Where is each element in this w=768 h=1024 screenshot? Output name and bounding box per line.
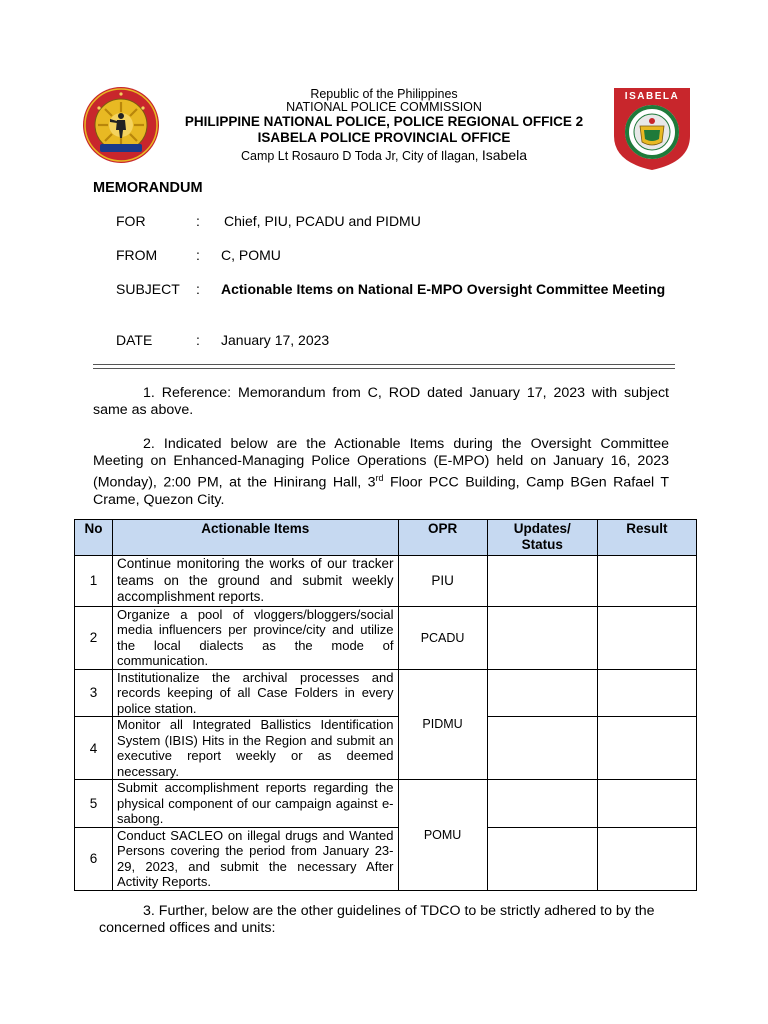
row-item: Institutionalize the archival processes and records keeping of all Case Folders in every police station. [113, 669, 398, 717]
header-updates-status: Updates/ Status [487, 520, 597, 556]
header-isabela-ppo: ISABELA POLICE PROVINCIAL OFFICE [257, 130, 511, 145]
row-updates [487, 827, 597, 890]
header-result: Result [597, 520, 696, 556]
header-address-province: Isabela [481, 147, 528, 163]
row-updates [487, 717, 597, 780]
table-row [75, 780, 697, 828]
table-row [75, 556, 697, 607]
header-address [0, 147, 768, 163]
table-row [75, 827, 697, 890]
paragraph-reference-text: 1. Reference: Memorandum from C, ROD dated January 17, 2023 with subject same as above. [93, 385, 669, 418]
row-item: Organize a pool of vloggers/bloggers/social media influencers per province/city and utilize the local dialects as the mode of communication. [113, 606, 398, 669]
svg-text:ISABELA: ISABELA [624, 91, 680, 102]
date-value: January 17, 2023 [221, 332, 330, 348]
row-number: 3 [75, 669, 113, 717]
row-result [597, 717, 696, 780]
table-header-row [75, 520, 697, 556]
paragraph-reference [93, 385, 669, 419]
table-row [75, 606, 697, 669]
table-row [75, 717, 697, 780]
header-no: No [75, 520, 113, 556]
paragraph-actionable-text-a: 2. Indicated below are the Actionable Items during the Oversight Committee Meeting on Enhanced-Managing Police Operations (E-MPO) held on January 16, 2023 (Monday), 2:00 PM, at the Hinirang Hall, 3 [93, 436, 669, 491]
row-number: 4 [75, 717, 113, 780]
table-row [75, 669, 697, 717]
paragraph-actionable-text-b: Floor PCC Building, Camp BGen Rafael T Crame, Quezon City. [93, 474, 669, 508]
date-colon: : [196, 332, 200, 348]
for-colon: : [196, 213, 200, 229]
date-label: DATE [116, 332, 153, 348]
row-number: 5 [75, 780, 113, 828]
row-opr: PIU [398, 556, 487, 607]
row-result [597, 606, 696, 669]
row-item: Submit accomplishment reports regarding the physical component of our campaign against e-sabong. [113, 780, 398, 828]
paragraph-guidelines [99, 903, 675, 937]
row-item: Monitor all Integrated Ballistics Identification System (IBIS) Hits in the Region and submit an executive report weekly or as deemed necessary. [113, 717, 398, 780]
row-result [597, 669, 696, 717]
row-number: 6 [75, 827, 113, 890]
header-actionable-items: Actionable Items [113, 520, 398, 556]
separator-rule-bottom [93, 368, 675, 369]
row-number: 2 [75, 606, 113, 669]
row-opr: POMU [398, 780, 487, 891]
for-value: Chief, PIU, PCADU and PIDMU [224, 213, 421, 229]
for-label: FOR [116, 213, 146, 229]
row-updates [487, 556, 597, 607]
from-colon: : [196, 247, 200, 263]
row-item: Continue monitoring the works of our tracker teams on the ground and submit weekly accomplishment reports. [113, 556, 398, 607]
header-opr: OPR [398, 520, 487, 556]
memo-title: MEMORANDUM [93, 180, 203, 196]
subject-colon: : [196, 281, 200, 297]
row-result [597, 780, 696, 828]
actionable-items-table [74, 519, 697, 891]
paragraph-actionable-intro [93, 436, 669, 509]
row-updates [487, 669, 597, 717]
header-address-main: Camp Lt Rosauro D Toda Jr, City of Ilagan, [240, 149, 479, 163]
from-value: C, POMU [221, 247, 281, 263]
row-number: 1 [75, 556, 113, 607]
row-result [597, 556, 696, 607]
header-republic: Republic of the Philippines [310, 87, 458, 101]
row-item: Conduct SACLEO on illegal drugs and Wanted Persons covering the period from January 23-29, 2023, and submit the necessary After Activity Reports. [113, 827, 398, 890]
paragraph-guidelines-text: 3. Further, below are the other guidelines of TDCO to be strictly adhered to by the concerned offices and units: [99, 903, 655, 936]
row-opr: PIDMU [398, 669, 487, 780]
separator-rule-top [93, 364, 675, 365]
row-opr: PCADU [398, 606, 487, 669]
row-updates [487, 606, 597, 669]
from-label: FROM [116, 247, 158, 263]
row-result [597, 827, 696, 890]
subject-label: SUBJECT [116, 281, 180, 297]
row-updates [487, 780, 597, 828]
header-napolcom: NATIONAL POLICE COMMISSION [286, 100, 482, 114]
subject-value: Actionable Items on National E-MPO Oversight Committee Meeting [221, 281, 666, 297]
paragraph-actionable-sup: rd [375, 473, 384, 483]
header-pnp-pro2: PHILIPPINE NATIONAL POLICE, POLICE REGIONAL OFFICE 2 [184, 114, 584, 129]
